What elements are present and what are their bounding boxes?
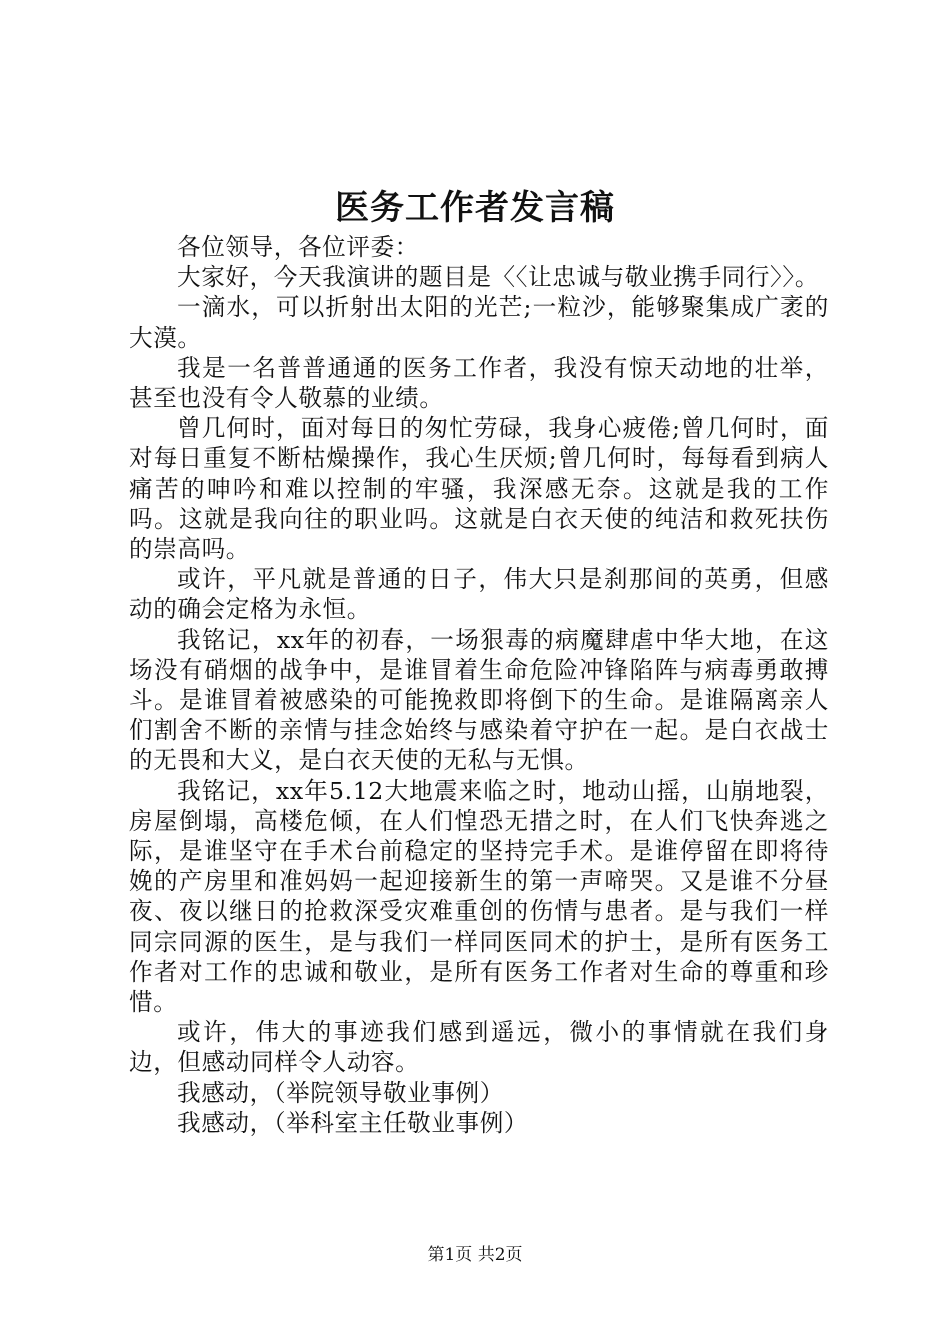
paragraph: 我是一名普普通通的医务工作者，我没有惊天动地的壮举，甚至也没有令人敬慕的业绩。 [129,353,829,413]
paragraph-greeting: 大家好，今天我演讲的题目是〈〈让忠诚与敬业携手同行〉〉。 [177,263,820,292]
page-number-footer: 第1页 共2页 [427,1245,523,1265]
paragraph: 我感动，（举科室主任敬业事例） [177,1108,529,1137]
paragraph: 我铭记，xx年的初春，一场狠毒的病魔肆虐中华大地，在这场没有硝烟的战争中，是谁冒着生命危险冲锋陷阵与病毒勇敢搏斗。是谁冒着被感染的可能挽救即将倒下的生命。是谁隔离亲人们割舍不断的亲情与挂念始终与感染着守护在一起。是白衣战士的无畏和大义，是白衣天使的无私与无惧。 [129,625,829,775]
paragraph: 我铭记，xx年5.12大地震来临之时，地动山摇，山崩地裂，房屋倒塌，高楼危倾，在人们惶恐无措之时，在人们飞快奔逃之际，是谁坚守在手术台前稳定的坚持完手术。是谁停留在即将待娩的产房里和准妈妈一起迎接新生的第一声啼哭。又是谁不分昼夜、夜以继日的抢救深受灾难重创的伤情与患者。是与我们一样同宗同源的医生，是与我们一样同医同术的护士，是所有医务工作者对工作的忠诚和敬业，是所有医务工作者对生命的尊重和珍惜。 [129,776,829,1017]
document-body [129,232,829,1138]
paragraph-salutation: 各位领导，各位评委： [177,233,419,261]
paragraph: 一滴水，可以折射出太阳的光芒;一粒沙，能够聚集成广袤的大漠。 [129,293,829,352]
paragraph: 或许，伟大的事迹我们感到遥远，微小的事情就在我们身边，但感动同样令人动容。 [129,1018,829,1077]
paragraph: 我感动，（举院领导敬业事例） [177,1078,504,1107]
paragraph: 曾几何时，面对每日的匆忙劳碌，我身心疲倦;曾几何时，面对每日重复不断枯燥操作，我心生厌烦;曾几何时，每每看到病人痛苦的呻吟和难以控制的牢骚，我深感无奈。这就是我的工作吗。这就是我向往的职业吗。这就是白衣天使的纯洁和救死扶伤的崇高吗。 [129,414,829,564]
document-title: 医务工作者发言稿 [335,188,615,228]
paragraph: 或许，平凡就是普通的日子，伟大只是刹那间的英勇，但感动的确会定格为永恒。 [129,565,829,624]
